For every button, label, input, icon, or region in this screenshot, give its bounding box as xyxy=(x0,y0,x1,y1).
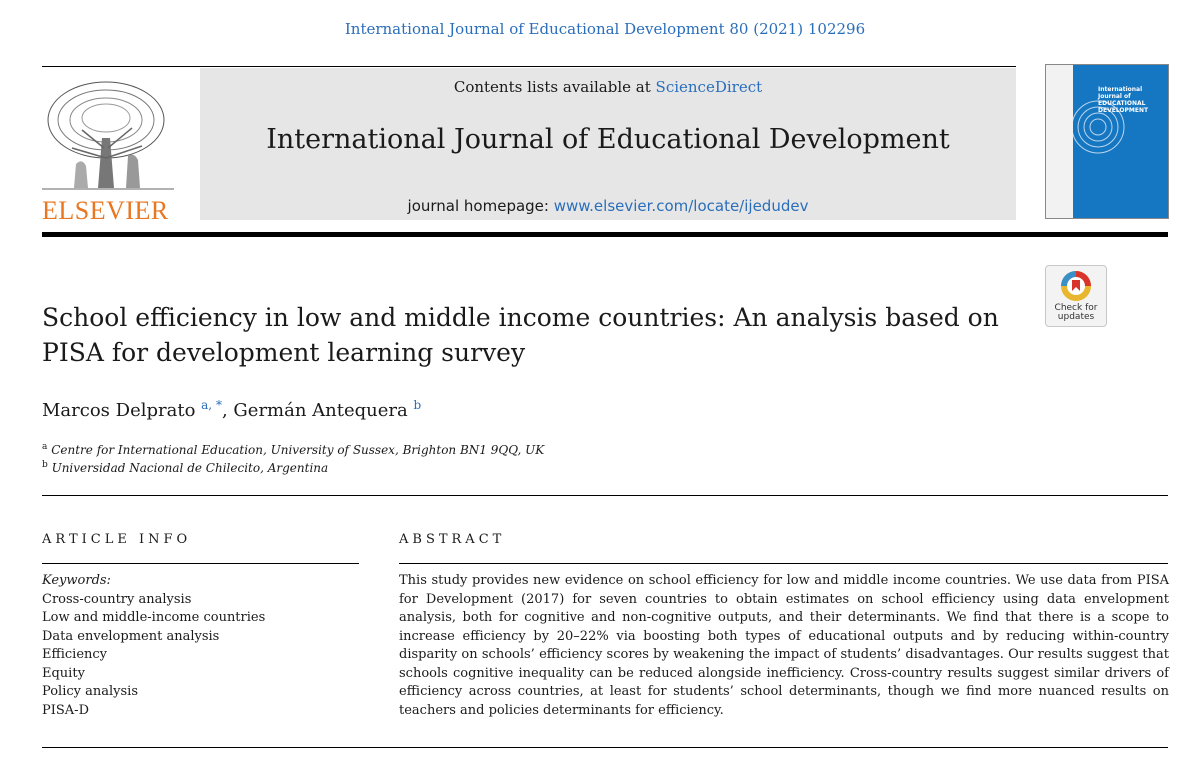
abstract-heading: ABSTRACT xyxy=(399,532,506,547)
article-title: School efficiency in low and middle income countries: An analysis based on PISA for development learning survey xyxy=(42,303,999,367)
badge-line-1: Check for xyxy=(1054,303,1098,313)
author-affiliation-mark[interactable]: a, * xyxy=(201,398,222,412)
homepage-prefix: journal homepage: xyxy=(407,197,554,215)
affiliation-text: Centre for International Education, University of Sussex, Brighton BN1 9QQ, UK xyxy=(51,443,545,457)
keywords-list xyxy=(42,572,265,720)
author-list xyxy=(42,398,421,421)
article-info-heading: ARTICLE INFO xyxy=(42,532,192,547)
keyword-item[interactable]: Data envelopment analysis xyxy=(42,628,220,644)
publisher-wordmark: ELSEVIER xyxy=(42,196,169,225)
affiliation-mark: b xyxy=(42,460,48,470)
keyword-item[interactable]: Cross-country analysis xyxy=(42,591,192,607)
abstract-text: This study provides new evidence on school efficiency for low and middle income countries. We use data from PISA for Development (2017) for seven countries to obtain estimates on school efficiency using data envelopment analysis, both for cognitive and non-cognitive outputs, and their determinants. We find that there is a scope to increase efficiency by 20–22% via boosting both types of educational outputs and by reducing within-country disparity on schools’ efficiency scores by weakening the impact of students’ disadvantages. Our results suggest that schools cognitive inequality can be reduced alongside inefficiency. Cross-country results suggest similar drivers of efficiency across countries, at least for students’ school determinants, though we find more nuanced results on teachers and policies determinants for efficiency. xyxy=(399,573,1169,718)
keyword-item[interactable]: PISA-D xyxy=(42,702,89,718)
keywords-label: Keywords: xyxy=(42,573,111,588)
journal-citation[interactable]: International Journal of Educational Development 80 (2021) 102296 xyxy=(344,20,866,38)
homepage-link[interactable]: www.elsevier.com/locate/ijedudev xyxy=(553,197,809,215)
affiliation-b xyxy=(42,460,328,475)
header-bottom-rule xyxy=(42,232,1168,237)
journal-title: International Journal of Educational Development xyxy=(266,124,950,155)
article-info-rule xyxy=(42,563,359,564)
keyword-item[interactable]: Policy analysis xyxy=(42,684,138,699)
affiliation-text: Universidad Nacional de Chilecito, Argentina xyxy=(51,461,329,475)
keyword-item[interactable]: Efficiency xyxy=(42,647,108,662)
affiliation-mark: a xyxy=(42,442,48,452)
abstract-rule xyxy=(399,563,1168,564)
abstract-bottom-rule xyxy=(42,747,1168,748)
author-separator: , xyxy=(221,400,234,421)
badge-line-2: updates xyxy=(1057,312,1095,322)
author-name[interactable]: Germán Antequera xyxy=(233,400,408,421)
affiliation-a xyxy=(42,442,544,457)
homepage-line xyxy=(200,197,1016,215)
keyword-item[interactable]: Equity xyxy=(42,665,85,681)
author-affiliation-mark[interactable]: b xyxy=(413,398,422,412)
cover-spine xyxy=(1045,64,1073,219)
affiliation-divider xyxy=(42,495,1168,496)
sciencedirect-link[interactable]: ScienceDirect xyxy=(655,78,763,96)
author-name[interactable]: Marcos Delprato xyxy=(42,400,196,421)
cover-title: International Journal of EDUCATIONAL DEVELOPMENT xyxy=(1098,86,1149,114)
check-for-updates-label xyxy=(1045,304,1107,322)
keyword-item[interactable]: Low and middle-income countries xyxy=(42,610,266,625)
header-top-rule xyxy=(42,66,1016,67)
contents-line xyxy=(200,78,1016,96)
contents-prefix: Contents lists available at xyxy=(453,78,656,96)
crossmark-icon xyxy=(1059,269,1093,303)
